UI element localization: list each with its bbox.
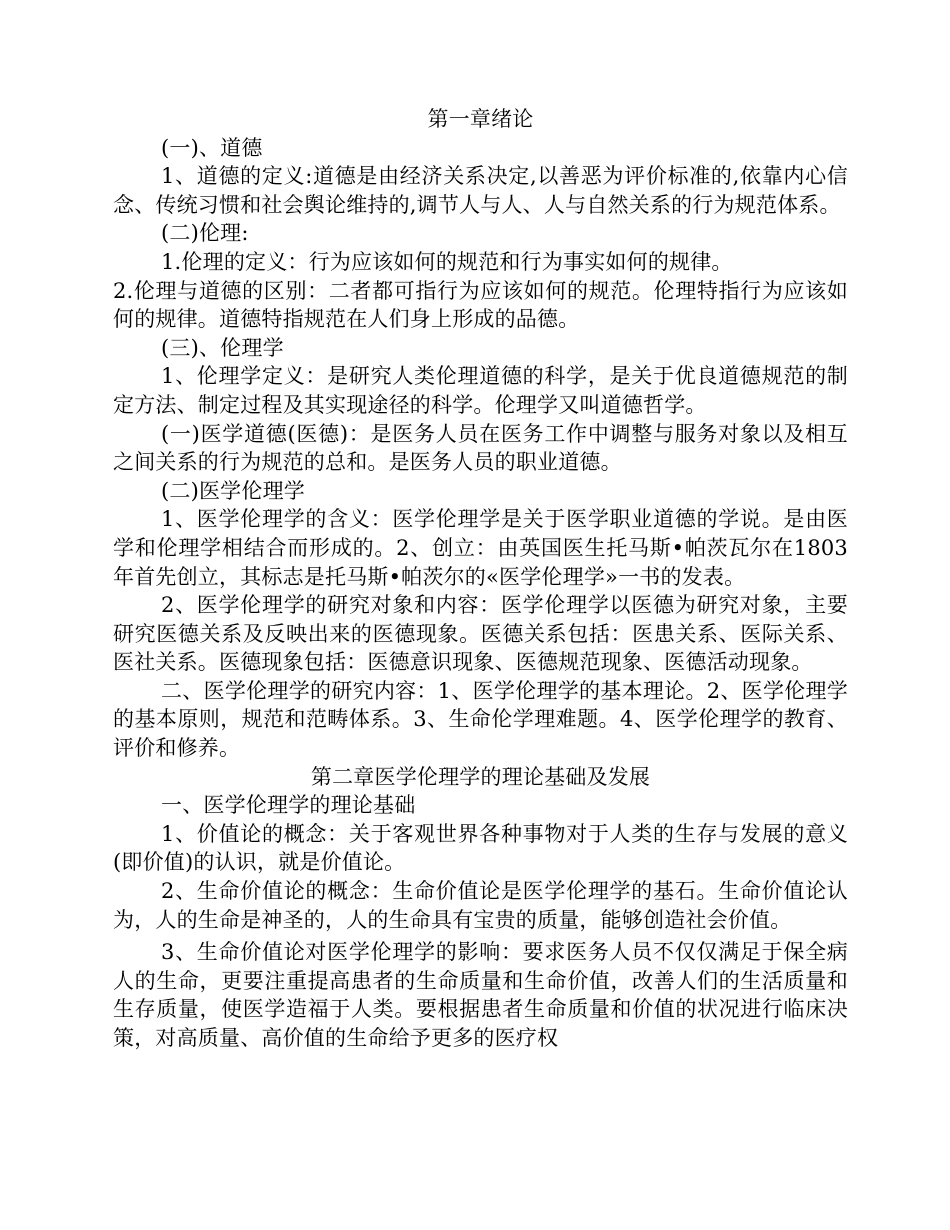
heading-medical-ethics: (二)医学伦理学 bbox=[161, 478, 305, 503]
heading-theory-basis: 一、医学伦理学的理论基础 bbox=[161, 793, 416, 818]
paragraph-ethology-definition: 1、伦理学定义：是研究人类伦理道德的科学，是关于优良道德规范的制定方法、制定过程及其实现途径的科学。伦理学又叫道德哲学。 bbox=[113, 364, 848, 417]
paragraph-medical-morality: (一)医学道德(医德)：是医务人员在医务工作中调整与服务对象以及相互之间关系的行为规范的总和。是医务人员的职业道德。 bbox=[113, 421, 848, 475]
heading-ethology: (三)、伦理学 bbox=[161, 335, 284, 360]
paragraph-life-value: 2、生命价值论的概念：生命价值论是医学伦理学的基石。生命价值论认为，人的生命是神圣的，人的生命具有宝贵的质量，能够创造社会价值。 bbox=[113, 879, 848, 932]
paragraph-research-content: 二、医学伦理学的研究内容：1、医学伦理学的基本理论。2、医学伦理学的基本原则，规范和范畴体系。3、生命伦学理难题。4、医学伦理学的教育、评价和修养。 bbox=[113, 678, 848, 761]
paragraph-life-value-influence: 3、生命价值论对医学伦理学的影响：要求医务人员不仅仅满足于保全病人的生命，更要注重提高患者的生命质量和生命价值，改善人们的生活质量和生存质量，使医学造福于人类。要根据患者生命质量和价值的状况进行临床决策，对高质量、高价值的生命给予更多的医疗权 bbox=[113, 940, 848, 1050]
chapter-2-title: 第二章医学伦理学的理论基础及发展 bbox=[310, 764, 651, 789]
paragraph-research-object: 2、医学伦理学的研究对象和内容：医学伦理学以医德为研究对象，主要研究医德关系及反映出来的医德现象。医德关系包括：医患关系、医际关系、医社关系。医德现象包括：医德意识现象、医德规范现象、医德活动现象。 bbox=[113, 593, 848, 675]
paragraph-value-theory: 1、价值论的概念：关于客观世界各种事物对于人类的生存与发展的意义(即价值)的认识，就是价值论。 bbox=[113, 821, 848, 875]
document-body bbox=[113, 105, 848, 1053]
paragraph-ethics-definition: 1.伦理的定义：行为应该如何的规范和行为事实如何的规律。 bbox=[161, 249, 733, 274]
paragraph-medical-ethics-meaning: 1、医学伦理学的含义：医学伦理学是关于医学职业道德的学说。是由医学和伦理学相结合而形成的。2、创立：由英国医生托马斯•帕茨瓦尔在1803年首先创立，其标志是托马斯•帕茨尔的«医学伦理学»一书的发表。 bbox=[113, 507, 848, 589]
heading-morality: (一)、道德 bbox=[161, 135, 263, 160]
heading-ethics: (二)伦理: bbox=[161, 221, 249, 246]
chapter-1-title: 第一章绪论 bbox=[427, 107, 534, 131]
paragraph-morality-definition: 1、道德的定义:道德是由经济关系决定,以善恶为评价标准的,依靠内心信念、传统习惯和社会舆论维持的,调节人与人、人与自然关系的行为规范体系。 bbox=[113, 164, 848, 217]
paragraph-ethics-vs-morality: 2.伦理与道德的区别：二者都可指行为应该如何的规范。伦理特指行为应该如何的规律。道德特指规范在人们身上形成的品德。 bbox=[113, 278, 848, 332]
